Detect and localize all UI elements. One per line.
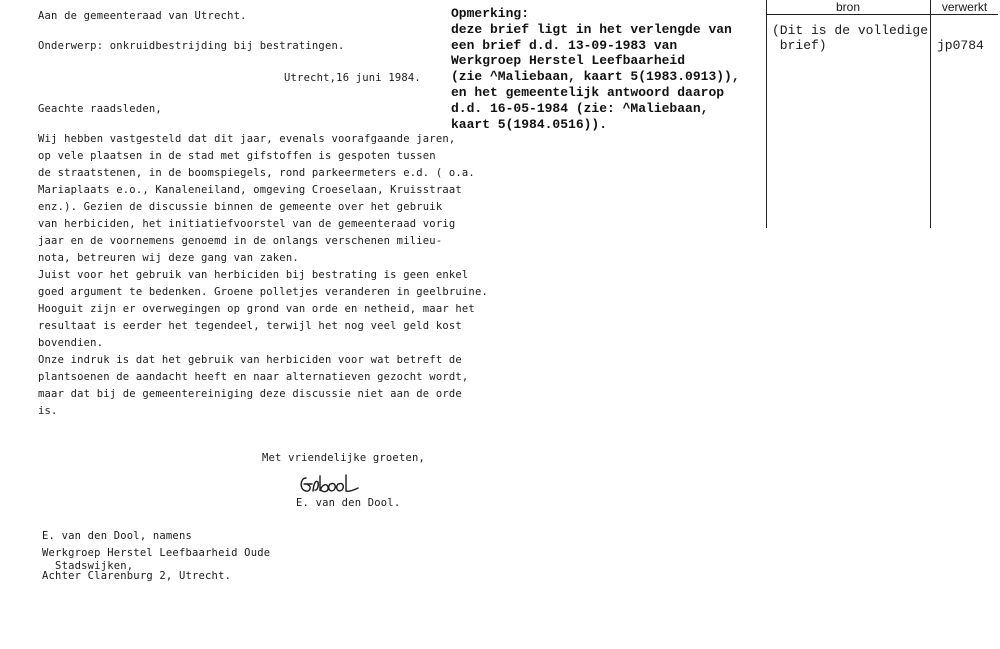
body-line: jaar en de voornemens genoemd in de onlangs verschenen milieu- — [38, 235, 443, 247]
addressee: Aan de gemeenteraad van Utrecht. — [38, 10, 247, 22]
subject-line: Onderwerp: onkruidbestrijding bij bestratingen. — [38, 40, 345, 52]
archive-note — [451, 6, 740, 132]
header-verwerkt: verwerkt — [941, 0, 988, 14]
body-line: Onze indruk is dat het gebruik van herbiciden voor wat betreft de — [38, 354, 462, 366]
body-line: bovendien. — [38, 337, 104, 349]
note-line: (zie ^Maliebaan, kaart 5(1983.0913)), — [451, 69, 740, 85]
body-line: Hooguit zijn er overwegingen op grond van orde en netheid, maar het — [38, 303, 475, 315]
body-line: nota, betreuren wij deze gang van zaken. — [38, 252, 299, 264]
note-line: kaart 5(1984.0516)). — [451, 116, 608, 132]
table-column-divider — [930, 0, 931, 228]
verwerkt-cell: jp0784 — [937, 38, 984, 53]
sender-line: Stadswijken, — [42, 560, 134, 572]
sender-line: Werkgroep Herstel Leefbaarheid Oude — [42, 547, 271, 559]
body-line: goed argument te bedenken. Groene polletjes veranderen in geelbruine. — [38, 286, 488, 298]
body-line: van herbiciden, het initiatiefvoorstel van de gemeenteraad vorig — [38, 218, 456, 230]
closing: Met vriendelijke groeten, — [262, 452, 426, 464]
body-line: Wij hebben vastgesteld dat dit jaar, evenals voorafgaande jaren, — [38, 133, 456, 145]
note-line: d.d. 16-05-1984 (zie: ^Maliebaan, — [451, 100, 709, 116]
note-line: een brief d.d. 13-09-1983 van — [451, 37, 678, 53]
body-line: plantsoenen de aandacht heeft en naar alternatieven gezocht wordt, — [38, 371, 469, 383]
date-line: Utrecht,16 juni 1984. — [284, 72, 421, 84]
salutation: Geachte raadsleden, — [38, 103, 162, 115]
body-line: Juist voor het gebruik van herbiciden bij bestrating is geen enkel — [38, 269, 469, 281]
source-table — [766, 0, 998, 228]
body-line: enz.). Gezien de discussie binnen de gemeente over het gebruik — [38, 201, 443, 213]
sender-line: Achter Clarenburg 2, Utrecht. — [42, 570, 232, 582]
note-line: Werkgroep Herstel Leefbaarheid — [451, 53, 686, 69]
header-bron: bron — [835, 0, 861, 14]
body-line: de straatstenen, in de boomspiegels, rond parkeermeters e.d. ( o.a. — [38, 167, 475, 179]
table-left-border — [766, 0, 767, 228]
body-line: maar dat bij de gemeentereiniging deze discussie niet aan de orde — [38, 388, 462, 400]
table-header-rule — [766, 14, 998, 15]
handwritten-signature — [296, 470, 360, 496]
body-line: is. — [38, 405, 58, 417]
body-line: resultaat is eerder het tegendeel, terwijl het nog veel geld kost — [38, 320, 462, 332]
signer-name: E. van den Dool. — [296, 497, 401, 509]
note-line: Opmerking: — [451, 6, 530, 21]
note-line: deze brief ligt in het verlengde van — [451, 21, 732, 37]
note-line: en het gemeentelijk antwoord daarop — [451, 84, 725, 100]
sender-line: E. van den Dool, namens — [42, 530, 192, 542]
body-line: Mariaplaats e.o., Kanaleneiland, omgeving Croeselaan, Kruisstraat — [38, 184, 462, 196]
body-line: op vele plaatsen in de stad met gifstoffen is gespoten tussen — [38, 150, 436, 162]
bron-cell: (Dit is de volledige brief) — [772, 23, 929, 53]
